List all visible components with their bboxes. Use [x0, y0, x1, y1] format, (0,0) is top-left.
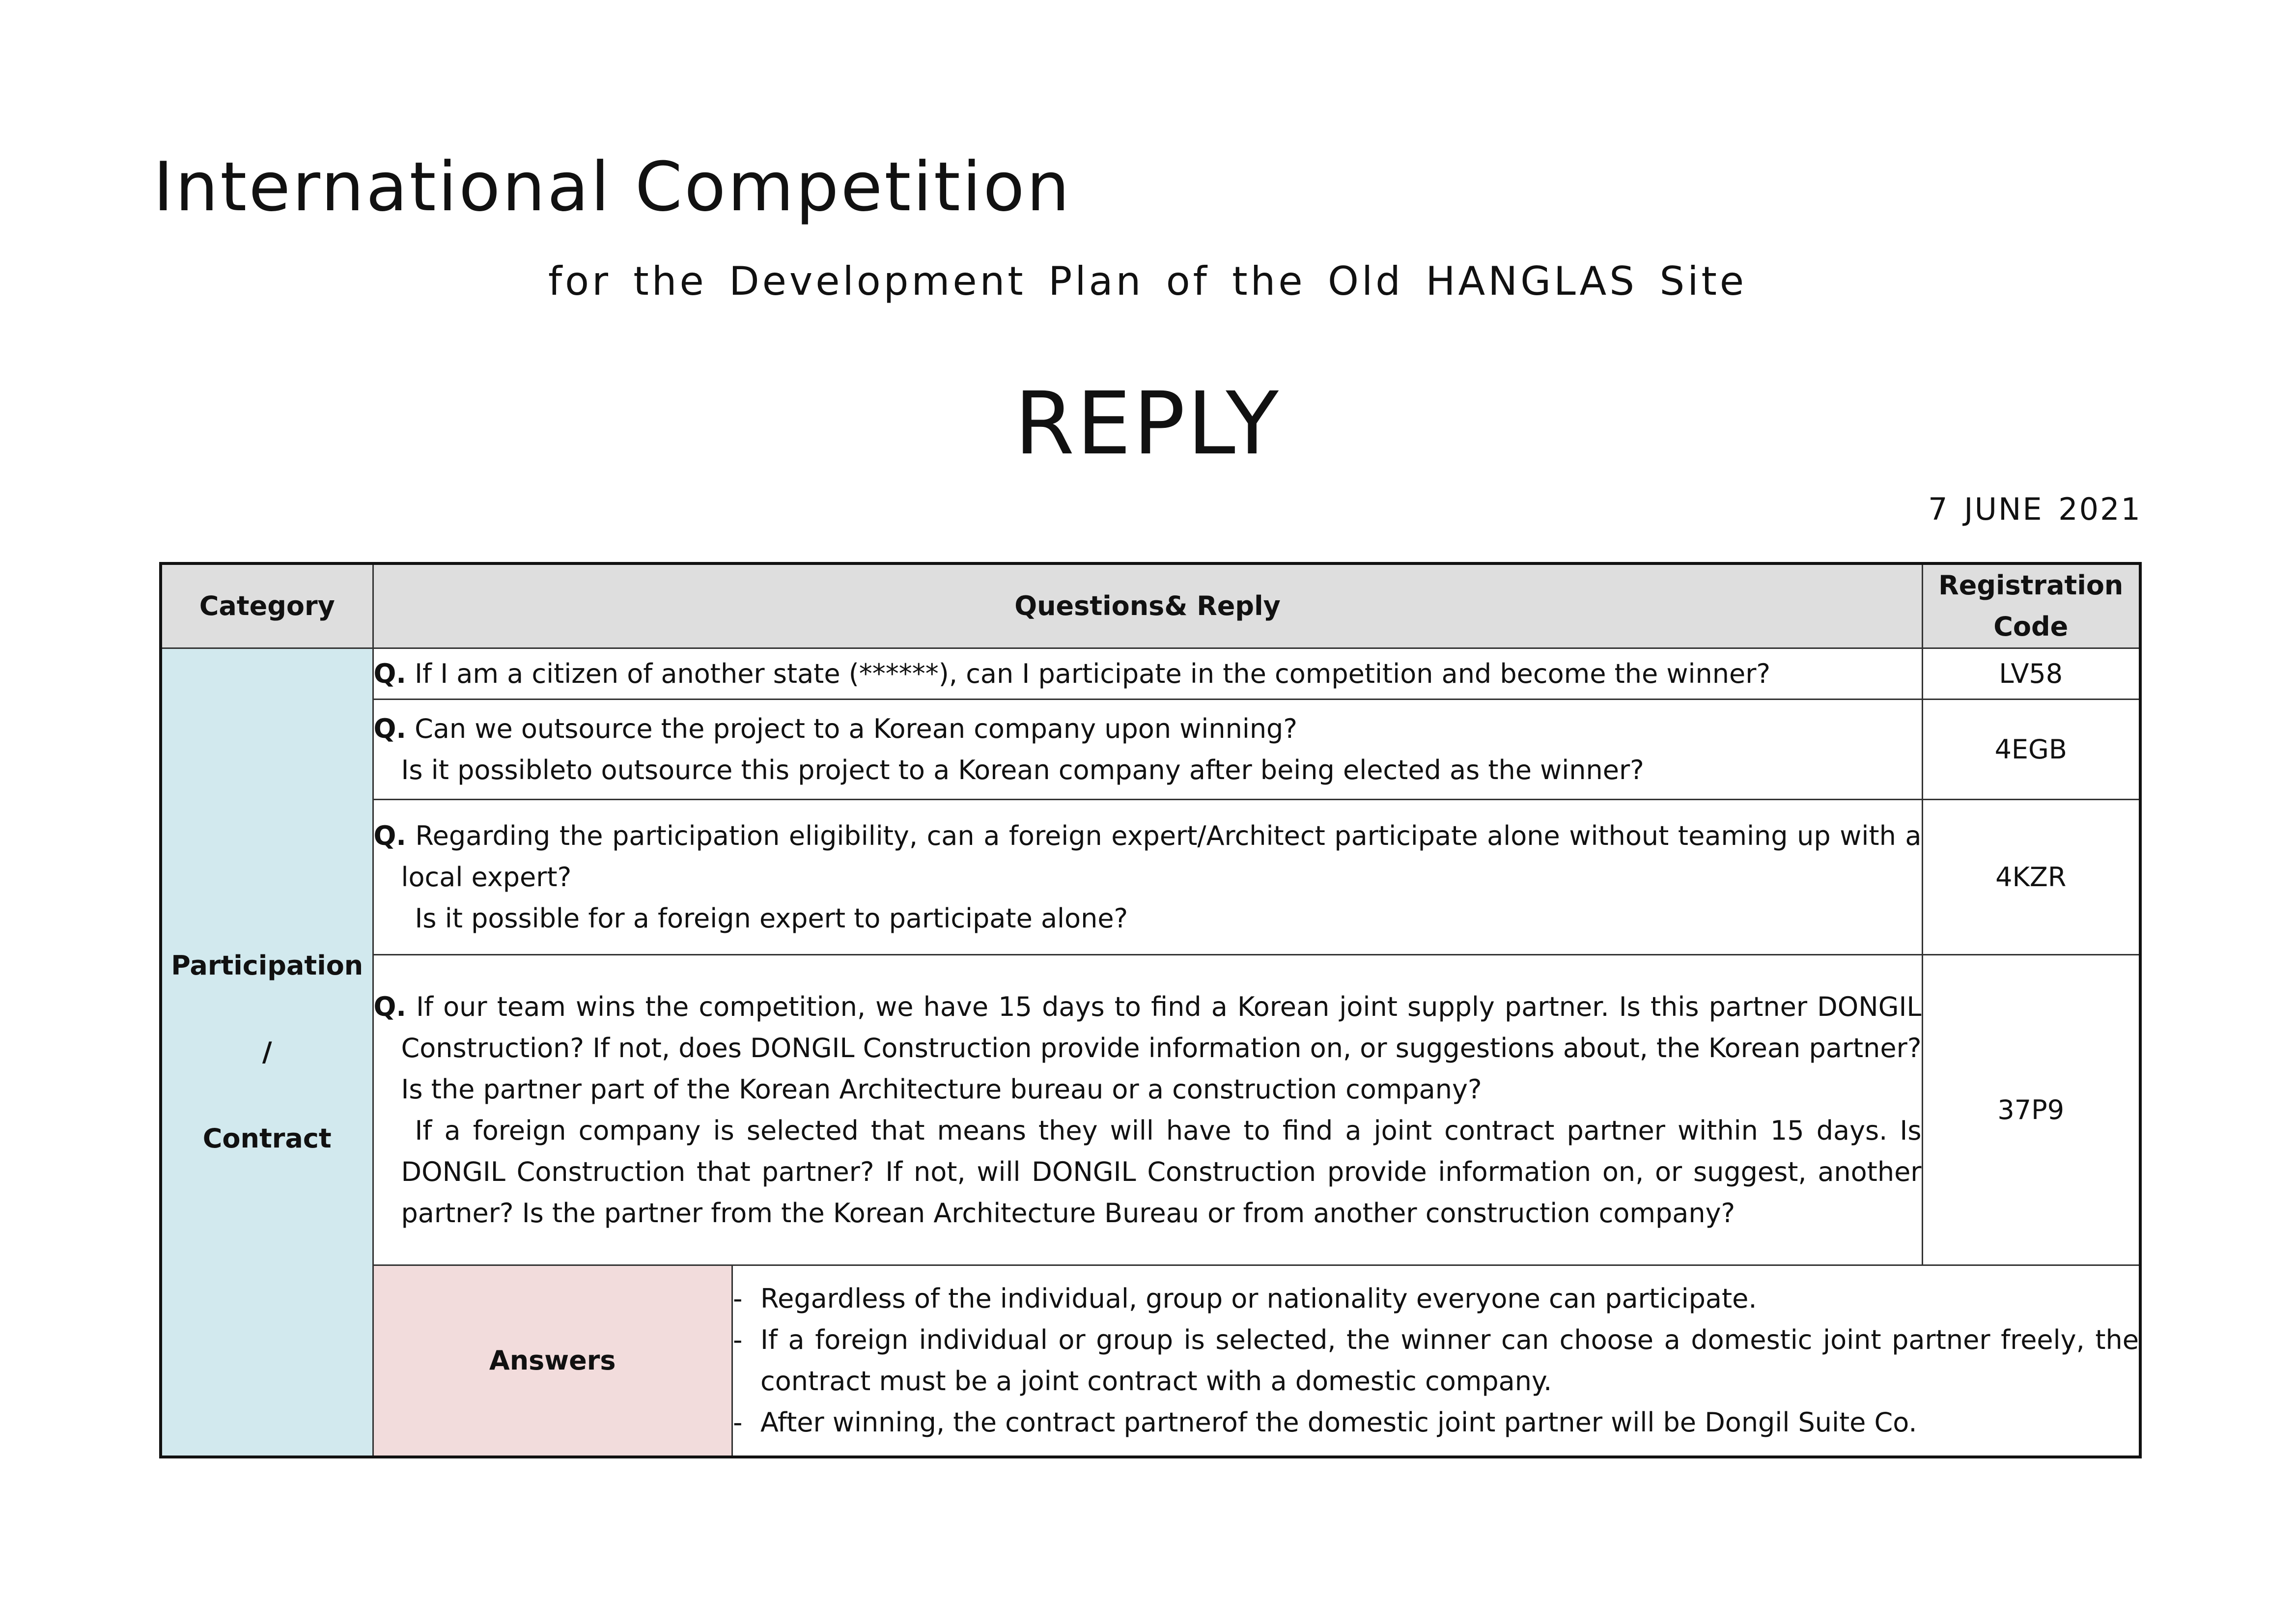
question-cell	[373, 648, 1922, 700]
question-rephrase: Is it possible for a foreign expert to participate alone?	[415, 902, 1128, 934]
category-line-participation: Participation	[171, 950, 364, 981]
question-marker: Q.	[373, 991, 406, 1022]
header-questions-reply: Questions& Reply	[373, 563, 1922, 648]
table-row	[161, 955, 2140, 1265]
answer-item	[733, 1319, 2139, 1402]
answer-bullet: -	[733, 1407, 743, 1438]
question-marker: Q.	[373, 820, 406, 851]
answer-text: After winning, the contract partnerof the domestic joint partner will be Dongil Suite Co.	[760, 1407, 1917, 1438]
question-body: Regarding the participation eligibility, can a foreign expert/Architect participate alone without teaming up with a local expert?	[401, 820, 1922, 893]
question-text	[374, 653, 1922, 695]
question-rephrase: If a foreign company is selected that means they will have to find a joint contract partner within 15 days. Is DONGIL Construction that partner? If not, will DONGIL Construction provide information on, or suggest, another partner? Is the partner from the Korean Architecture Bureau or from another construction company?	[401, 1115, 1922, 1229]
question-text	[374, 708, 1922, 750]
category-line-slash: /	[262, 1036, 272, 1067]
answers-row	[161, 1265, 2140, 1457]
answer-text: Regardless of the individual, group or nationality everyone can participate.	[760, 1283, 1757, 1314]
table-header-row	[161, 563, 2140, 648]
header-registration-code	[1922, 563, 2140, 648]
document-date: 7 JUNE 2021	[1928, 491, 2142, 527]
answer-bullet: -	[733, 1324, 743, 1355]
answers-label: Answers	[374, 1266, 732, 1456]
answers-container	[373, 1265, 2140, 1457]
header-code-line2: Code	[1993, 611, 2069, 642]
question-text	[374, 986, 1922, 1110]
document-type-heading: REPLY	[1014, 373, 1281, 474]
answers-cell	[732, 1266, 2139, 1456]
question-cell	[373, 800, 1922, 955]
question-cell	[373, 955, 1922, 1265]
header-category: Category	[161, 563, 373, 648]
question-text	[374, 815, 1922, 898]
question-rephrase: Is it possibleto outsource this project to a Korean company after being elected as the winner?	[401, 754, 1644, 785]
question-cell	[373, 700, 1922, 800]
question-marker: Q.	[373, 658, 406, 689]
document-title: International Competition	[153, 147, 1072, 226]
registration-code: 37P9	[1922, 955, 2140, 1265]
table-row	[161, 700, 2140, 800]
answers-table	[374, 1266, 2139, 1456]
answer-item	[733, 1278, 2139, 1319]
registration-code: 4KZR	[1922, 800, 2140, 955]
question-body: If our team wins the competition, we have 15 days to find a Korean joint supply partner. Is this partner DONGIL Construction? If not, does DONGIL Construction provide information on, or suggestions about, the Korean partner? Is the partner part of the Korean Architecture bureau or a construction company?	[401, 991, 1922, 1105]
document-subtitle: for the Development Plan of the Old HANGLAS Site	[548, 258, 1747, 304]
table-row	[161, 648, 2140, 700]
table-row	[161, 800, 2140, 955]
header-code-line1: Registration	[1938, 570, 2124, 601]
category-cell	[161, 648, 373, 1457]
question-body: If I am a citizen of another state (******), can I participate in the competition and become the winner?	[415, 658, 1771, 689]
qa-table	[159, 562, 2142, 1458]
answer-text: If a foreign individual or group is selected, the winner can choose a domestic joint partner freely, the contract must be a joint contract with a domestic company.	[760, 1324, 2139, 1397]
category-line-contract: Contract	[202, 1123, 332, 1154]
question-body: Can we outsource the project to a Korean company upon winning?	[415, 713, 1297, 744]
registration-code: LV58	[1922, 648, 2140, 700]
answer-item	[733, 1402, 2139, 1443]
answer-bullet: -	[733, 1283, 743, 1314]
registration-code: 4EGB	[1922, 700, 2140, 800]
question-marker: Q.	[373, 713, 406, 744]
